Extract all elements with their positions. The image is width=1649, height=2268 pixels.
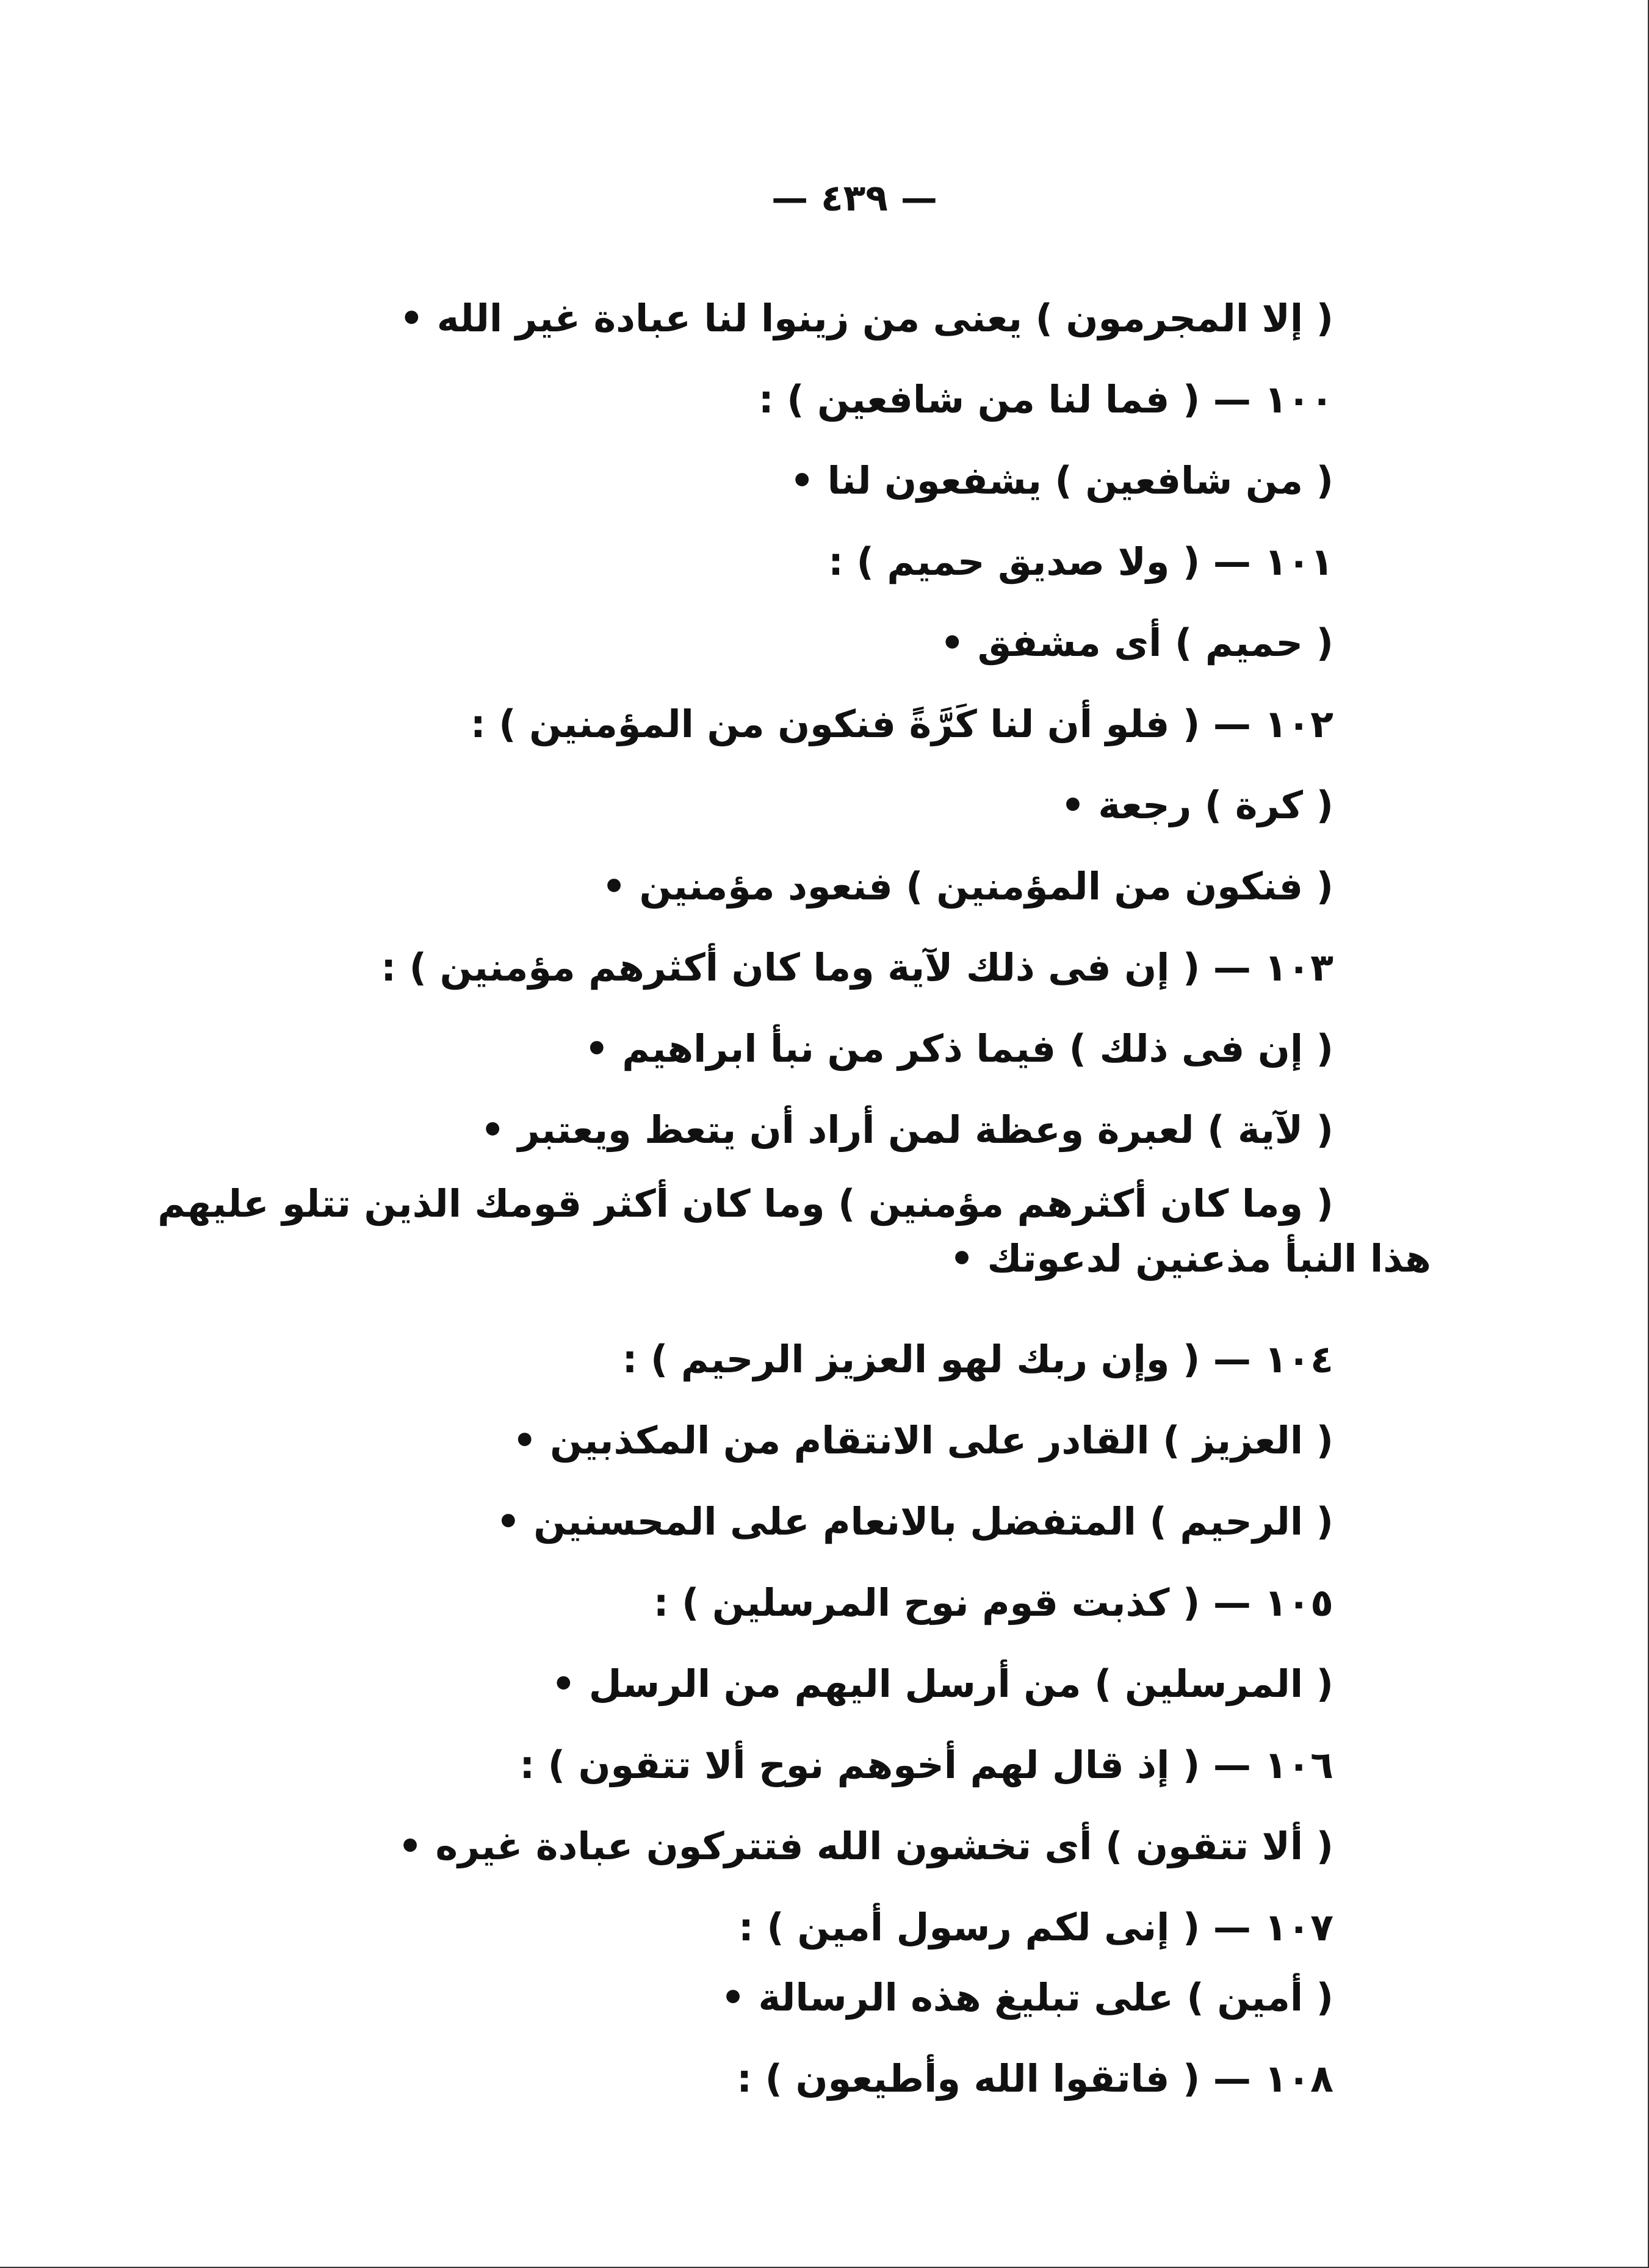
- text-line: ( ألا تتقون ) أى تخشون الله فتتركون عبادة غيره •: [398, 1824, 1333, 1868]
- text-line: ( من شافعين ) يشفعون لنا •: [790, 458, 1333, 503]
- verse-heading: ١٠٣ — ( إن فى ذلك لآية وما كان أكثرهم مؤمنين ) :: [381, 945, 1333, 990]
- verse-heading: ١٠٢ — ( فلو أن لنا كَرَّةً فنكون من المؤمنين ) :: [470, 702, 1333, 746]
- text-line: ( الرحيم ) المتفضل بالانعام على المحسنين •: [496, 1499, 1333, 1544]
- verse-heading: ١٠٨ — ( فاتقوا الله وأطيعون ) :: [737, 2056, 1333, 2101]
- text-line: ( حميم ) أى مشفق •: [940, 621, 1333, 665]
- verse-heading: ١٠٠ — ( فما لنا من شافعين ) :: [758, 377, 1333, 422]
- text-line: ( أمين ) على تبليغ هذه الرسالة •: [721, 1975, 1333, 2020]
- text-line: ( المرسلين ) من أرسل اليهم من الرسل •: [551, 1661, 1333, 1706]
- body-text: [157, 278, 1431, 2119]
- verse-heading: ١٠٤ — ( وإن ربك لهو العزيز الرحيم ) :: [622, 1337, 1333, 1381]
- verse-heading: ١٠٧ — ( إنى لكم رسول أمين ) :: [738, 1905, 1333, 1949]
- verse-heading: ١٠١ — ( ولا صديق حميم ) :: [828, 539, 1333, 584]
- page-number: — ٤٣٩ —: [771, 177, 937, 220]
- text-line: ( العزيز ) القادر على الانتقام من المكذبين •: [512, 1418, 1333, 1463]
- text-line: ( وما كان أكثرهم مؤمنين ) وما كان أكثر قومك الذين تتلو عليهم: [157, 1181, 1333, 1226]
- text-line-continuation: هذا النبأ مذعنين لدعوتك •: [950, 1236, 1431, 1281]
- verse-heading: ١٠٦ — ( إذ قال لهم أخوهم نوح ألا تتقون ) :: [519, 1743, 1333, 1787]
- text-line: ( إلا المجرمون ) يعنى من زينوا لنا عبادة غير الله •: [399, 296, 1333, 340]
- text-line: ( لآية ) لعبرة وعظة لمن أراد أن يتعظ ويعتبر •: [480, 1107, 1333, 1152]
- text-line: ( كرة ) رجعة •: [1061, 783, 1333, 827]
- text-line: ( إن فى ذلك ) فيما ذكر من نبأ ابراهيم •: [585, 1026, 1333, 1071]
- verse-heading: ١٠٥ — ( كذبت قوم نوح المرسلين ) :: [653, 1580, 1333, 1625]
- text-line: ( فنكون من المؤمنين ) فنعود مؤمنين •: [602, 864, 1333, 909]
